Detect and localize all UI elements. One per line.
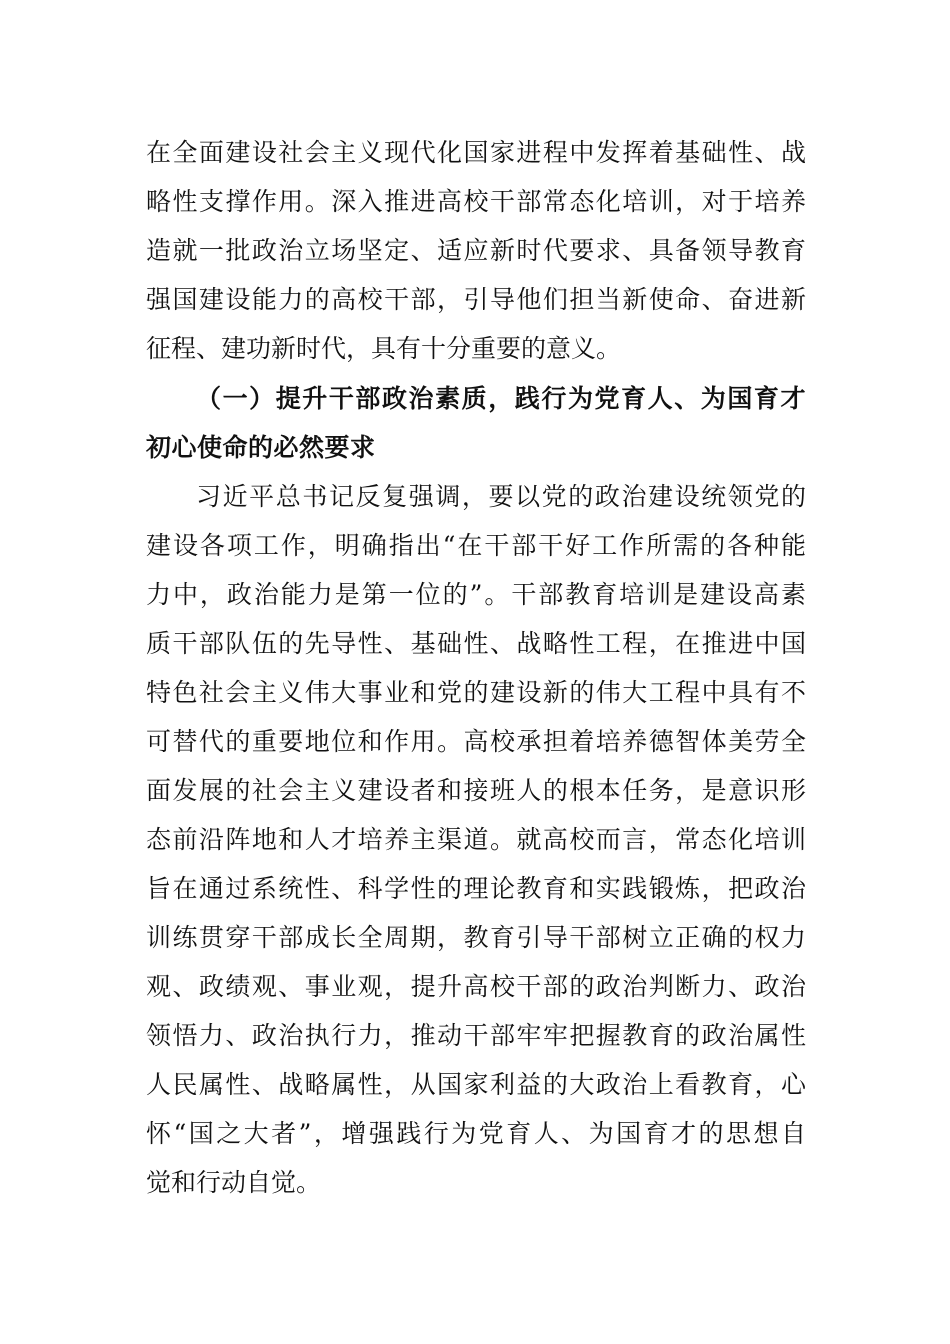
body-line: 观、政绩观、事业观，提升高校干部的政治判断力、政治 [146,972,806,1001]
body-paragraph [146,472,806,1207]
body-line: 面发展的社会主义建设者和接班人的根本任务，是意识形 [146,776,806,805]
intro-paragraph [146,128,806,373]
body-line: 领悟力、政治执行力，推动干部牢牢把握教育的政治属性 [146,1021,806,1050]
intro-line: 造就一批政治立场坚定、适应新时代要求、具备领导教育 [146,236,806,265]
intro-line: 强国建设能力的高校干部，引导他们担当新使命、奋进新 [146,285,806,314]
body-line: 建设各项工作，明确指出“在干部干好工作所需的各种能 [146,531,806,560]
intro-line: 征程、建功新时代，具有十分重要的意义。 [146,334,622,363]
body-line: 觉和行动自觉。 [146,1168,322,1197]
body-line: 训练贯穿干部成长全周期，教育引导干部树立正确的权力 [146,923,806,952]
intro-line: 略性支撑作用。深入推进高校干部常态化培训，对于培养 [146,187,806,216]
heading-line: 初心使命的必然要求 [146,433,376,462]
body-line: 人民属性、战略属性，从国家利益的大政治上看教育，心 [146,1070,806,1099]
body-line: 旨在通过系统性、科学性的理论教育和实践锻炼，把政治 [146,874,806,903]
body-line: 质干部队伍的先导性、基础性、战略性工程，在推进中国 [146,629,806,658]
body-line: 态前沿阵地和人才培养主渠道。就高校而言，常态化培训 [146,825,806,854]
body-line: 怀“国之大者”，增强践行为党育人、为国育才的思想自 [146,1119,806,1148]
body-line: 可替代的重要地位和作用。高校承担着培养德智体美劳全 [146,727,806,756]
body-line: 习近平总书记反复强调，要以党的政治建设统领党的 [196,482,806,511]
intro-line: 在全面建设社会主义现代化国家进程中发挥着基础性、战 [146,138,806,167]
body-line: 力中，政治能力是第一位的”。干部教育培训是建设高素 [146,580,806,609]
section-heading [146,374,806,472]
body-line: 特色社会主义伟大事业和党的建设新的伟大工程中具有不 [146,678,806,707]
heading-line: （一）提升干部政治素质，践行为党育人、为国育才 [196,384,806,413]
